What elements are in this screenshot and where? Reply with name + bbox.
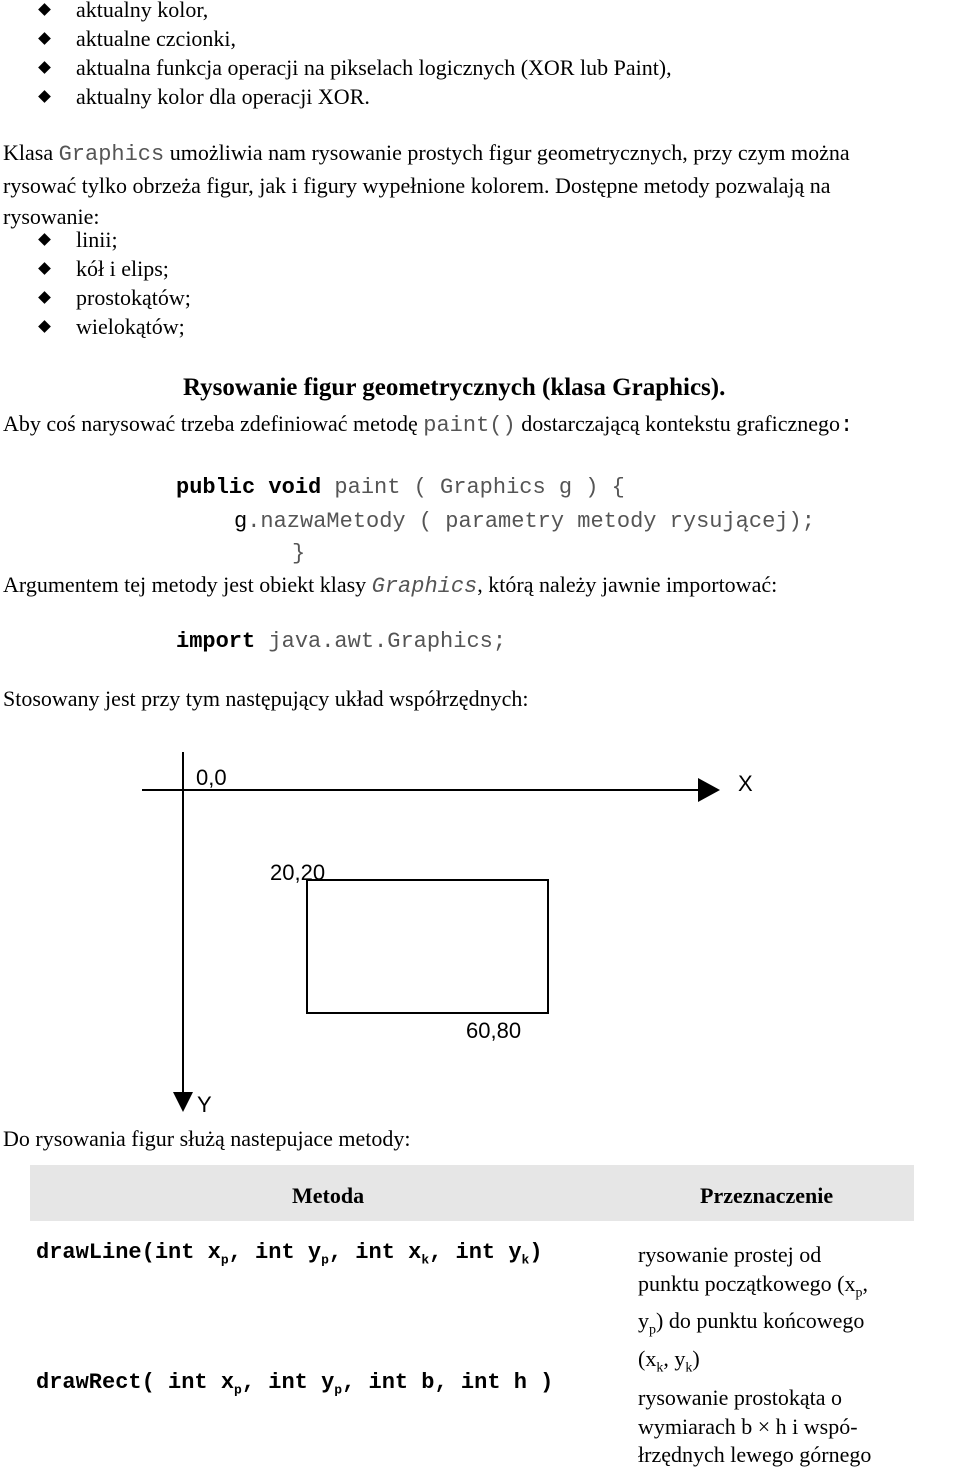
paragraph-paint-method: Aby coś narysować trzeba zdefiniować metodę paint() dostarczającą kontekstu graficznego: xyxy=(3,411,854,438)
diamond-bullet-icon xyxy=(38,320,51,333)
method-description-drawrect: rysowanie prostokąta o wymiarach b × h i wspó- łrzędnych lewego górnego xyxy=(638,1385,872,1467)
section-heading: Rysowanie figur geometrycznych (klasa Graphics). xyxy=(183,374,726,401)
list-item: prostokątów; xyxy=(0,283,191,312)
paragraph-graphics-intro: Klasa Graphics umożliwia nam rysowanie prostych figur geometrycznych, przy czym można rysować tylko obrzeża figur, jak i figury wypełnione kolorem. Dostępne metody pozwalają na rysowanie: xyxy=(3,140,850,229)
method-description-drawline: rysowanie prostej od punktu początkowego ($x_p$, $y_p$) do punktu końcowego ($x_k$, $y_k$) xyxy=(638,1242,868,1376)
method-signature-drawline: drawLine(int $x_p$, int $y_p$, int $x_k$, int $y_k$) xyxy=(36,1240,543,1268)
code-line-2: g.nazwaMetody ( parametry metody rysującej); xyxy=(234,509,815,534)
inline-code: Graphics xyxy=(371,574,478,599)
rect-end-label: 60,80 xyxy=(466,1018,522,1043)
list-item: linii; xyxy=(0,225,191,254)
inline-code: paint() xyxy=(423,413,516,438)
diamond-bullet-icon xyxy=(38,32,51,45)
inline-code: Graphics xyxy=(58,142,165,167)
coordinate-diagram xyxy=(0,740,960,1120)
paragraph-argument: Argumentem tej metody jest obiekt klasy Graphics, którą należy jawnie importować: xyxy=(3,572,778,599)
code-line-1: public void paint ( Graphics g ) { xyxy=(176,475,625,500)
list-item: wielokątów; xyxy=(0,312,191,341)
method-signature-drawrect: drawRect( int $x_p$, int $y_p$, int b, int h ) xyxy=(36,1370,554,1398)
diamond-bullet-icon xyxy=(38,262,51,275)
list-item: aktualne czcionki, xyxy=(0,24,672,53)
x-axis-label: X xyxy=(738,771,753,796)
paragraph-methods-intro: Do rysowania figur służą nastepujace metody: xyxy=(3,1126,411,1151)
paragraph-coordinate-system: Stosowany jest przy tym następujący układ współrzędnych: xyxy=(3,686,529,711)
diamond-bullet-icon xyxy=(38,3,51,16)
bullet-list-graphics-state xyxy=(0,0,672,111)
column-header-purpose: Przeznaczenie xyxy=(700,1183,834,1208)
y-axis-label: Y xyxy=(197,1092,212,1117)
bullet-list-shapes xyxy=(0,225,191,341)
example-rectangle xyxy=(307,880,548,1013)
table-header xyxy=(30,1165,914,1221)
diamond-bullet-icon xyxy=(38,61,51,74)
code-line-3: } xyxy=(292,541,306,566)
list-item: kół i elips; xyxy=(0,254,191,283)
y-axis-arrow-icon xyxy=(173,1092,193,1112)
diamond-bullet-icon xyxy=(38,90,51,103)
diamond-bullet-icon xyxy=(38,233,51,246)
x-axis-arrow-icon xyxy=(698,778,720,802)
diamond-bullet-icon xyxy=(38,291,51,304)
rect-start-label: 20,20 xyxy=(270,860,326,885)
import-statement: import java.awt.Graphics; xyxy=(176,629,507,654)
origin-label: 0,0 xyxy=(196,765,227,790)
list-item: aktualny kolor dla operacji XOR. xyxy=(0,82,672,111)
list-item: aktualna funkcja operacji na pikselach logicznych (XOR lub Paint), xyxy=(0,53,672,82)
column-header-method: Metoda xyxy=(292,1183,365,1208)
list-item: aktualny kolor, xyxy=(0,0,672,24)
